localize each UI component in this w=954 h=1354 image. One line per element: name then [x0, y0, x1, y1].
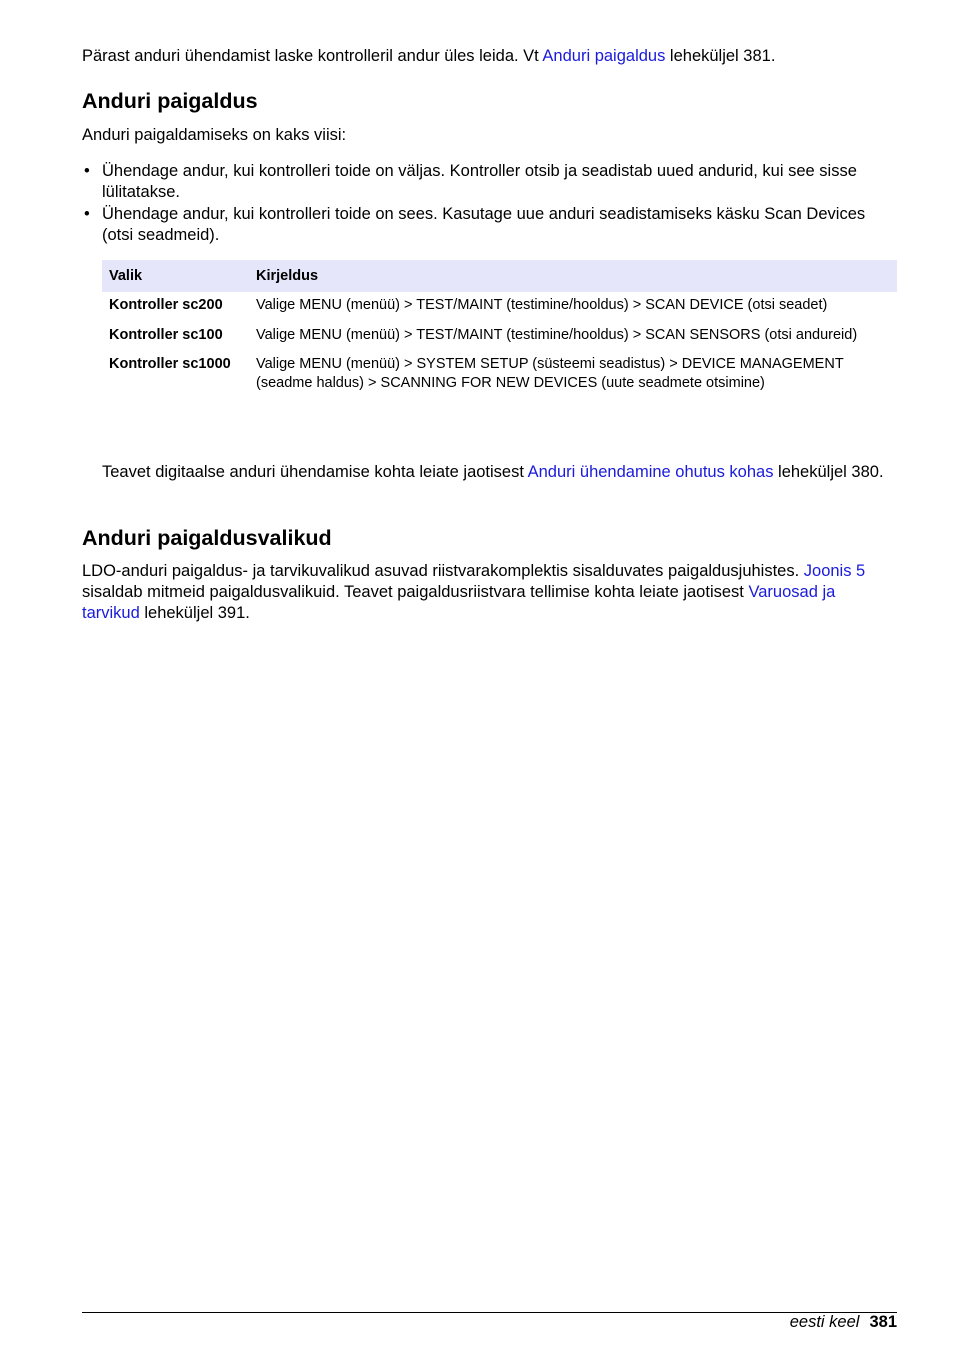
table-cell-option: Kontroller sc1000: [109, 356, 231, 372]
list-item: • Ühendage andur, kui kontrolleri toide on väljas. Kontroller otsib ja seadistab uued andurid, kui see sisse lülitatakse.: [84, 162, 857, 201]
bullet-icon: •: [84, 162, 90, 180]
lead-paragraph: Anduri paigaldamiseks on kaks viisi:: [82, 126, 347, 144]
page-footer: [790, 1311, 897, 1333]
column-header-kirjeldus: Kirjeldus: [249, 260, 897, 292]
link-anduri-uhendamine[interactable]: Anduri ühendamine ohutus kohas: [527, 463, 774, 481]
footer-divider: [82, 1312, 897, 1313]
bullet-icon: •: [84, 205, 90, 223]
table-row: [102, 351, 897, 399]
bullet-list: [82, 161, 897, 247]
page-number: 381: [869, 1313, 897, 1331]
table-header-row: [102, 260, 897, 292]
link-anduri-paigaldus[interactable]: Anduri paigaldus: [542, 47, 666, 65]
table-row: [102, 322, 897, 352]
list-item: • Ühendage andur, kui kontrolleri toide on sees. Kasutage uue anduri seadistamiseks käsku Scan Devices (otsi seadmeid).: [84, 205, 866, 244]
heading-anduri-paigaldusvalikud: Anduri paigaldusvalikud: [82, 526, 332, 550]
footer-language: eesti keel: [789, 1313, 860, 1331]
options-table: [102, 260, 897, 399]
table-cell-description: Valige MENU (menüü) > TEST/MAINT (testimine/hooldus) > SCAN DEVICE (otsi seadet): [256, 297, 828, 313]
installation-options-paragraph: LDO-anduri paigaldus- ja tarvikuvalikud asuvad riistvarakomplektis sisalduvates paigaldusjuhistes. Joonis 5 sisaldab mitmeid paigaldusvalikuid. Teavet paigaldusriistvara tellimise kohta leiate jaotisest Varuosad ja tarvikud leheküljel 391.: [82, 562, 866, 622]
table-cell-option: Kontroller sc100: [109, 326, 223, 343]
table-cell-option: Kontroller sc200: [109, 297, 223, 313]
link-varuosad-ja-tarvikud[interactable]: Varuosad ja tarvikud: [82, 583, 836, 622]
link-joonis-5[interactable]: Joonis 5: [803, 562, 866, 580]
column-header-valik: Valik: [102, 260, 249, 292]
table-cell-description: Valige MENU (menüü) > SYSTEM SETUP (süsteemi seadistus) > DEVICE MANAGEMENT (seadme haldus) > SCANNING FOR NEW DEVICES (uute seadmete otsimine): [256, 356, 844, 391]
table-cell-description: Valige MENU (menüü) > TEST/MAINT (testimine/hooldus) > SCAN SENSORS (otsi andureid): [256, 326, 858, 343]
heading-anduri-paigaldus: Anduri paigaldus: [82, 89, 258, 113]
table-row: [102, 292, 897, 322]
note-paragraph: Teavet digitaalse anduri ühendamise kohta leiate jaotisest Anduri ühendamine ohutus kohas leheküljel 380.: [102, 463, 884, 481]
intro-paragraph: Pärast anduri ühendamist laske kontrolleril andur üles leida. Vt Anduri paigaldus leheküljel 381.: [82, 47, 776, 65]
